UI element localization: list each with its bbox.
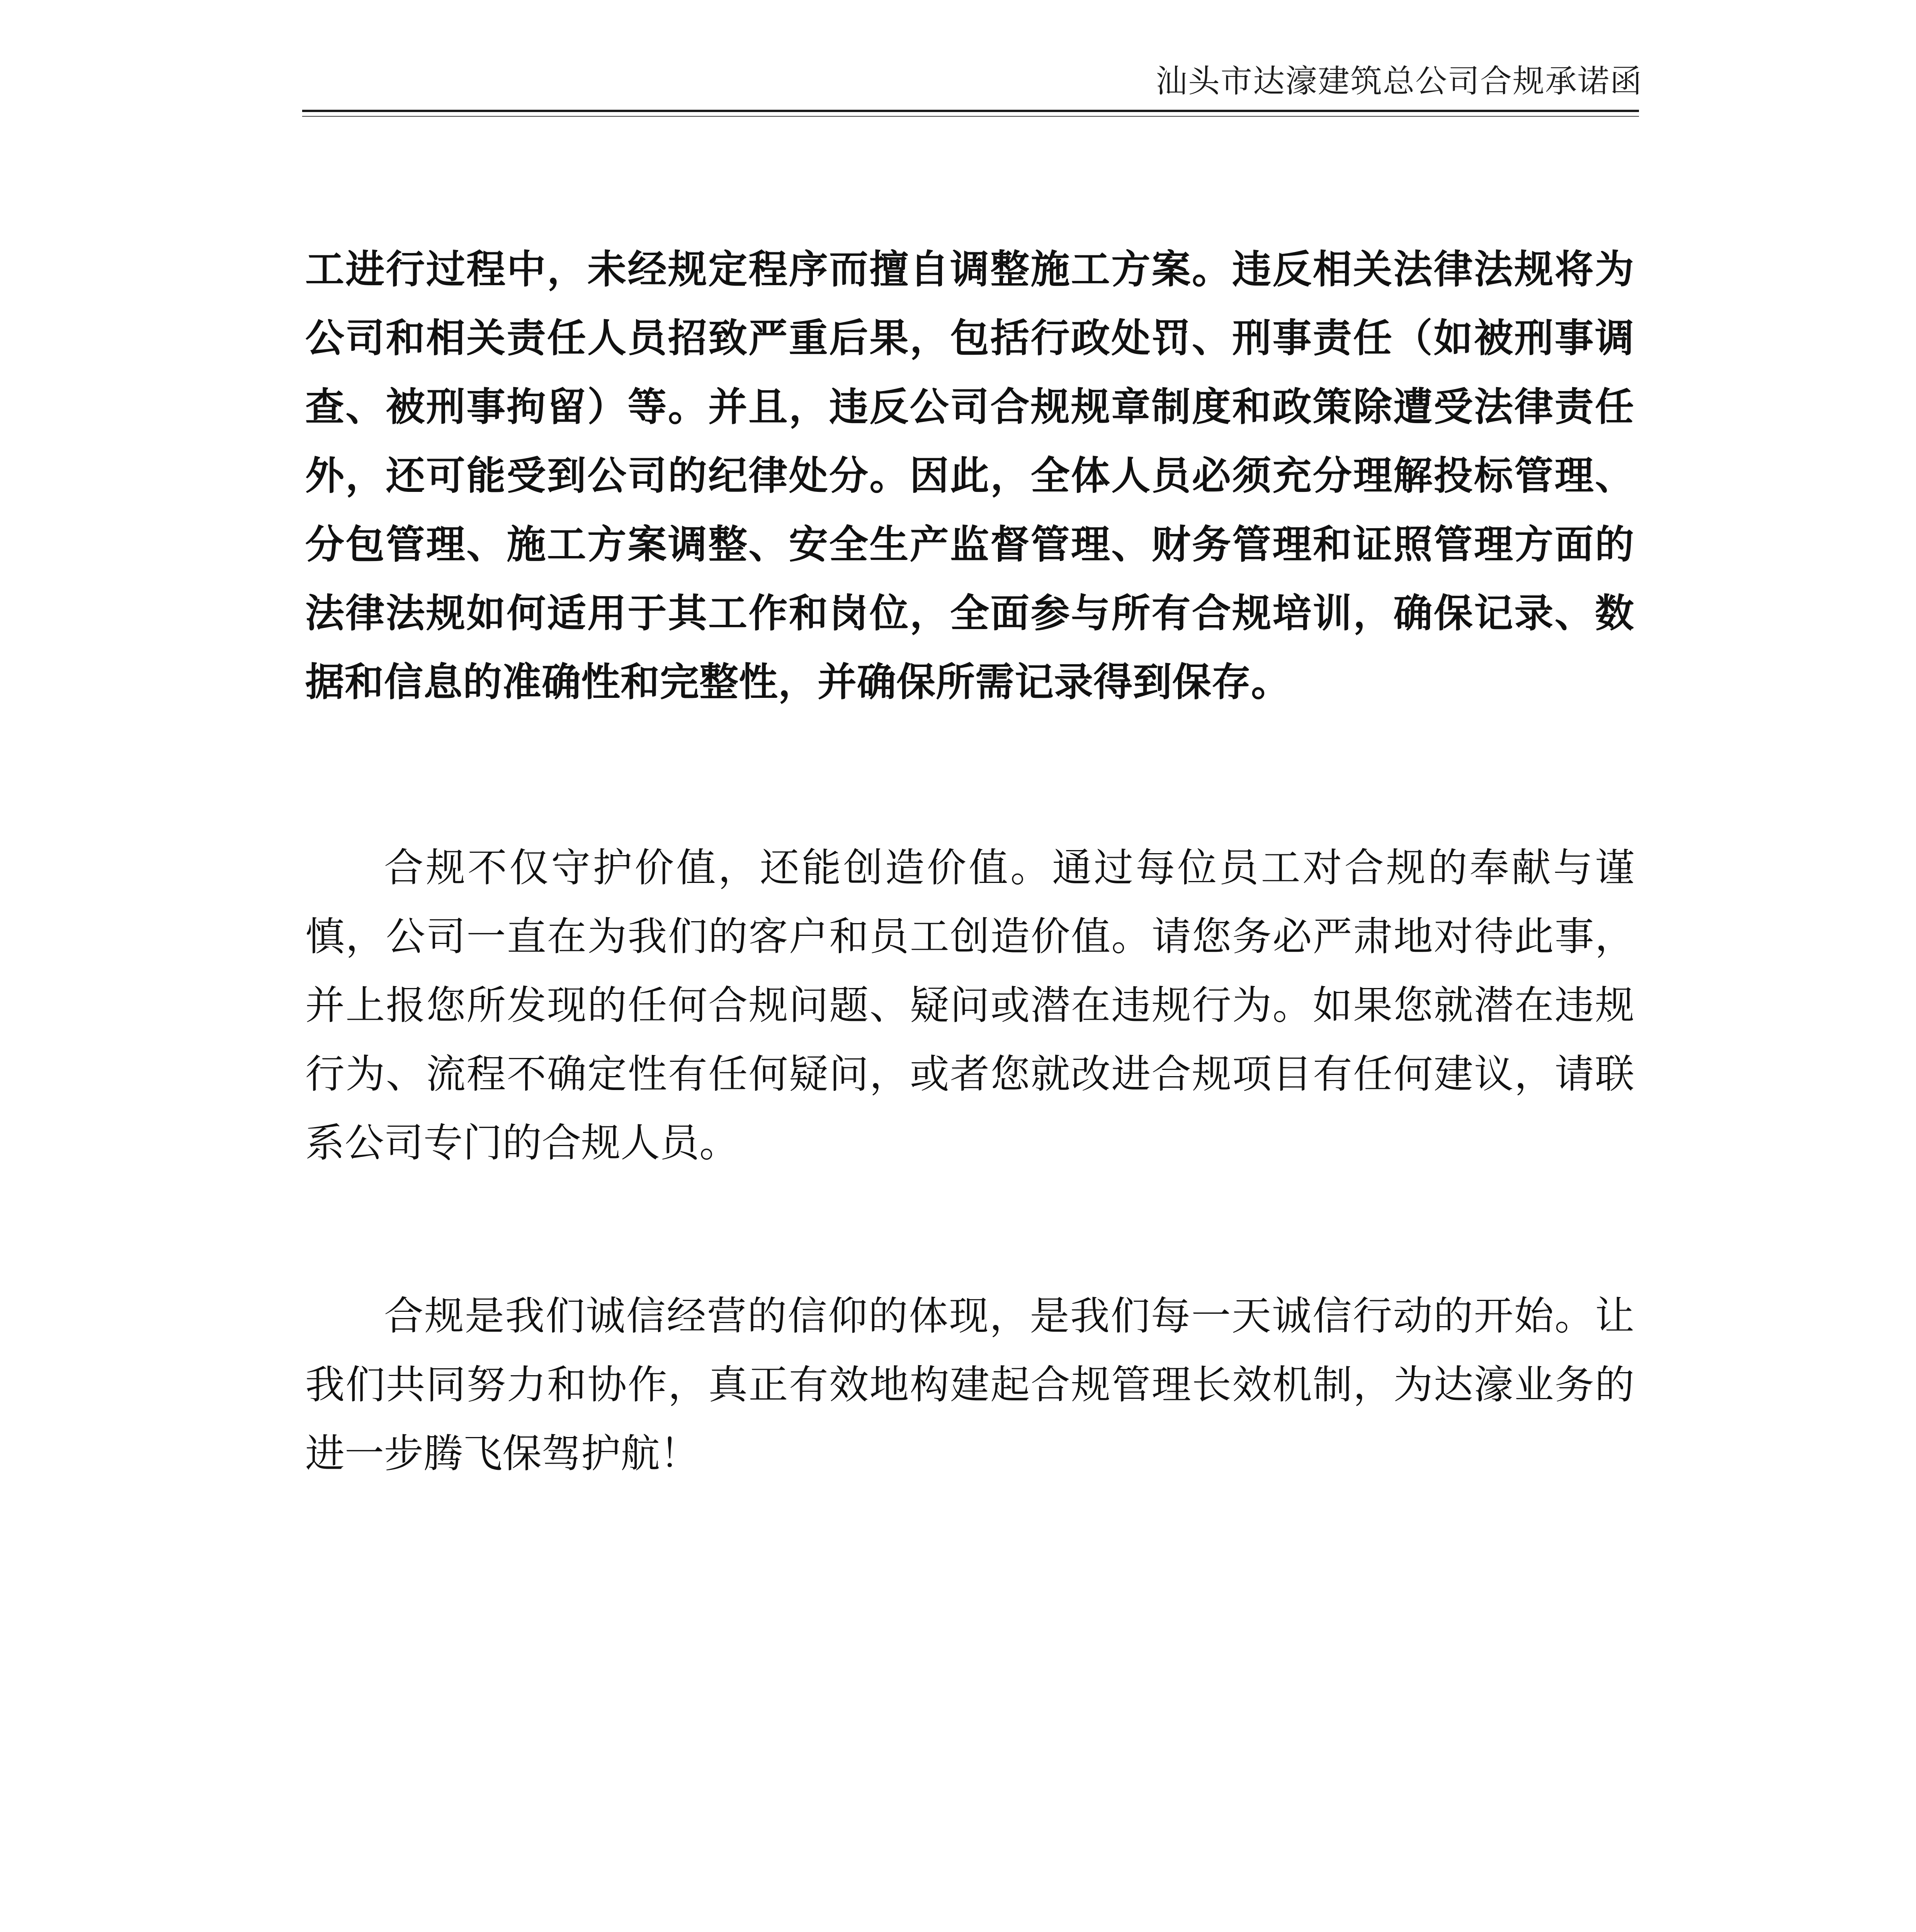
header-divider-thin: [302, 116, 1639, 117]
paragraph-compliance-consequences: 工进行过程中，未经规定程序而擅自调整施工方案。违反相关法律法规将为公司和相关责任人员招致严重后果，包括行政处罚、刑事责任（如被刑事调查、被刑事拘留）等。并且，违反公司合规规章制度和政策除遭受法律责任外，还可能受到公司的纪律处分。因此，全体人员必须充分理解投标管理、分包管理、施工方案调整、安全生产监督管理、财务管理和证照管理方面的法律法规如何适用于其工作和岗位，全面参与所有合规培训，确保记录、数据和信息的准确性和完整性，并确保所需记录得到保存。: [305, 247, 1634, 705]
header-divider: [302, 110, 1639, 112]
paragraph-compliance-closing: 合规是我们诚信经营的信仰的体现，是我们每一天诚信行动的开始。让我们共同努力和协作，真正有效地构建起合规管理长效机制，为达濠业务的进一步腾飞保驾护航！: [305, 1293, 1634, 1477]
paragraph-compliance-value: 合规不仅守护价值，还能创造价值。通过每位员工对合规的奉献与谨慎，公司一直在为我们的客户和员工创造价值。请您务必严肃地对待此事，并上报您所发现的任何合规问题、疑问或潜在违规行为。如果您就潜在违规行为、流程不确定性有任何疑问，或者您就改进合规项目有任何建议，请联系公司专门的合规人员。: [305, 845, 1634, 1166]
document-header-title: 汕头市达濠建筑总公司合规承诺函: [1155, 63, 1642, 100]
